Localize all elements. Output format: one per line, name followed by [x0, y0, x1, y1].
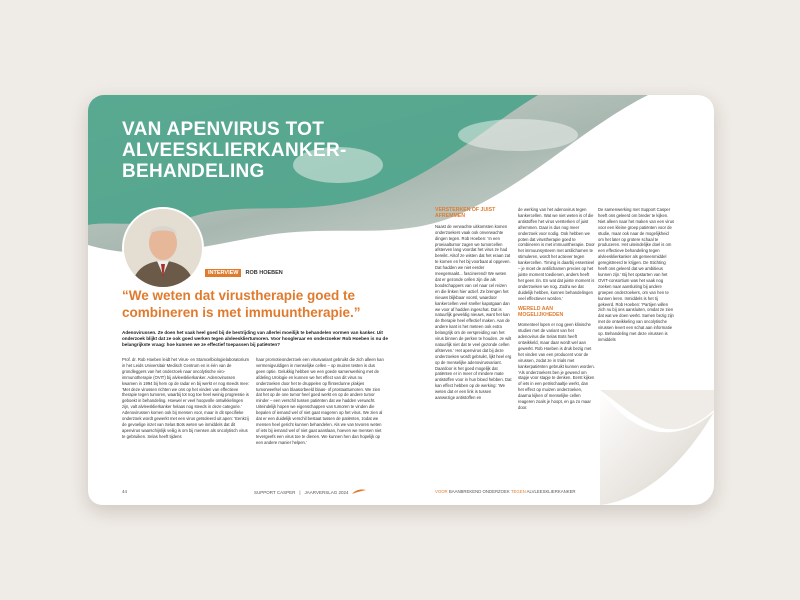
author-name: ROB HOEBEN	[245, 270, 283, 276]
slogan-voor: VOOR	[435, 489, 448, 494]
footer-report: JAARVERSLAG 2024	[304, 489, 349, 495]
column-3-text: Naast de verwachte uitkomsten komen onderzoekers vaak ook onverwachte dingen tegen. Rob Hoeben: ‘In een proeiaaltumor zagen we tumorcellen afsterven lang voordat het virus ze had bereikt. Alsof ze wisten dat het eraan zat te komen en het bij voorbaat al opgeven. Dat hadden we niet eerder meegemaakt... fascinerend! We weten dat er gezonde cellen zijn die als boodschappers van cel naar cel reizen en die linken hier actief. Ze brengen het nieuws blijkbaar voorsl, waardoor kankercellen veel sneller kapotgaan dan we voor af hadden ingeschat. Dat is natuurlijk geweldig nieuws, want het kan de therapie heel effectief maken. Aan de andere kant is het meteen ook extra belangrijk om de verspreiding van het virus binnen de perken te houden. Je wilt natuurlijk niet dat te veel gezonde cellen afsterven.’ Het apenvirus dat bij deze onderzoeken wordt gebruikt, lijkt heel erg op de menselijke adenovirusvariant. Daardoor is het goed mogelijk dat patiënten er in meer of mindere mate antistoffen voor in hun bloed hebben. Dat kan effect hebben op de werking: ‘We weten dat er een link is tussen aanwezige antistoffen en	[435, 223, 512, 401]
interview-tag: INTERVIEW	[205, 269, 241, 277]
title-line-2: ALVEESKLIERKANKER-	[122, 140, 347, 161]
body-column-2: haar promotieonderzoek een virusvariant gebruikt die zich alleen kan vermenigvuldigen in menselijke cellen – op muizen testen is dus geen optie. Gelukkig hebben we een goede samenwerking met de afdeling Urologie en kunnen we het effect van dit virus nu onderzoeken door het te druppelen op flinterdunne plakjes tumorweefsel van blaasorbeeld blaas- of prostaattumoren. We zien dat het op de one tumor heel goed werkt en op de andere tumor minder – een verschil tussen patiënten dat we hadden verwacht. Uiteindelijk hopen we eigenschappen van tumoren te vinden die bepalen of iemand wel of niet gaat reageren op het virus. We zien al dat er een duidelijk verschil bestaat tussen de patiënten, zodat we mensen heel gericht kunnen behandelen. Als we van tevoren weten of iets bij iemand wel of niet gaat aanslaan, hoeven we mensen niet tevergeefs een virus toe te dienen. We kunnen hen dan hopelijk op een andere manier helpen.’	[256, 357, 384, 445]
slogan-onderzoek: BAANBREKEND ONDERZOEK	[448, 489, 510, 494]
title-line-3: BEHANDELING	[122, 161, 265, 182]
title-line-1: VAN APENVIRUS TOT	[122, 119, 325, 140]
page-number: 44	[122, 489, 128, 494]
pull-quote: “We weten dat virustherapie goed te combineren is met immuuntherapie.”	[122, 288, 361, 320]
body-column-1: Prof. dr. Rob Hoeben leidt het Virus- en Stamcelbiologielaboratorium in het Leids Universitair Medisch Centrum en is één van de grondleggers van het onderzoek naar oncolytische viro-immunotherapie (OVIT) bij alvleesklierkanker. Adenovirussen kwamen in 1994 bij hem op de radar en bij werkt er nog steeds mee: ‘Met deze virussen richten we ons op het vinden van effectieve therapie tegen tumoren, waarbij tot nog toe heel weinig progressie is geboekt in behandeling. Hoewel er veel hoopvolle ontwikkelingen zijn, valt alvleesklierkanker helaas nog steeds in deze categorie.’ Adenovirussen komen ook bij mensen voor, maar in dit specifieke onderzoek wordt gewerkt met een virus geïsoleerd uit apen: ‘Eenkzij de gevoelige inzet van Selas Bots weten we inmiddels dat dit apenvirus waarschijnlijk veilig is om bij mensen als oncolytisch virus te gebruiken. Selas heeft tijdens	[122, 357, 250, 439]
footer-org: SUPPORT CASPER	[254, 489, 296, 495]
section-heading-1: VERSTERKEN OF JUIST AFREMMEN	[435, 207, 496, 220]
section-heading-2: WERELD AAN MOGELIJKHEDEN	[518, 305, 564, 318]
footer-separator: |	[299, 489, 301, 495]
body-column-3	[435, 207, 512, 405]
footer-slogan	[435, 489, 576, 494]
body-column-4	[518, 207, 595, 415]
brand-swoosh-icon	[352, 489, 366, 495]
page-curl	[600, 390, 714, 510]
portrait-image	[124, 209, 202, 287]
slogan-kanker: ALVLEESKLIERKANKER	[526, 489, 576, 494]
footer-publication	[254, 489, 366, 495]
intro-paragraph: Adenovirussen. Ze doen het vaak heel goed bij de bestrijding van allerlei moeilijk te behandelen vormen van kanker. Uit onderzoek blijkt dat ze ook goed werken tegen alvleeskliertumoren. Voor hoogleraar en onderzoeker Rob Hoeben is nu de belangrijkste vraag: hoe kunnen we ze effectief toepassen bij patiënten?	[122, 330, 388, 348]
column-4-text-b: Momenteel lopen er nog geen klinische studies met de variant van het adenovirus die Selas Bots heeft ontwikkeld, maar daar wordt wel aan gewerkt. Rob Hoeben is druk bezig met het vinden van een producent voor de virussen, zodat ze in trials met kankerpatiënten gebruikt kunnen worden. ‘Als onderzoekers ben je gewend om stapje voor stapje te denken. Eerst kijken of iets in een petrischaaltje werkt, dan het effect op muizen onderzoeken, daarna kijken of menselijke cellen reageren zoals je hoopt, en ga zo maar door.	[518, 322, 595, 410]
article-title	[122, 119, 382, 182]
body-column-5: De samenwerking met Support Casper heeft ons geleerd om breder te kijken. Niet alleen naar het maken van een virus voor een kleine groep patiënten voor de studie, maar ook naar de mogelijkheid om het later op grotere schaal te produceren. Het uiteindelijke doel is om een effectieve behandeling tegen alvleesklierkanker als gemeenmiddel geregistreerd te krijgen. De Stichting heeft ons geleerd dat we ambitieus kunnen zijn.’ Bij het opstarten van het OVIT-consortium was het vaak nog zoeken naar aansluiting bij andere groepen onderzoekers, om van hen te kunnen leren. Inmiddels is het tij gekeerd. Rob Hoeben: ‘Partijen willen zich nu bij ons aansluiten, omdat ze zien dat wat we doen werkt. Samen bezig zijn met de ontwikkeling van oncolytische virussen levert een schat aan informatie op. Behandeling met deze virussen is inmiddels	[598, 207, 675, 342]
column-4-text-a: de werking van het adenovirus tegen kankercellen. Wat we niet weten is of die antistoffen het virus versterken of juist afremmen. Daar is dus nog meer onderzoek voor nodig. Ook hebben we poten dat virustherapie goed te combineren is met immuuntherapie. Door het immuunsysteem met antilichamen te stimuleren, wordt het actiever tegen kankercellen. Timing is daarbij essentieel – je moet de antilichamen precies op het juiste moment toedienen, anders heeft het geen zin. En wat dat juiste moment is onderzoeken we nog. Zodra we dat duidelijk hebben, kunnen behandelingen veel effectiever worden.’	[518, 207, 595, 301]
author-portrait	[122, 207, 204, 289]
slogan-tegen: TEGEN	[510, 489, 526, 494]
byline	[205, 269, 283, 277]
